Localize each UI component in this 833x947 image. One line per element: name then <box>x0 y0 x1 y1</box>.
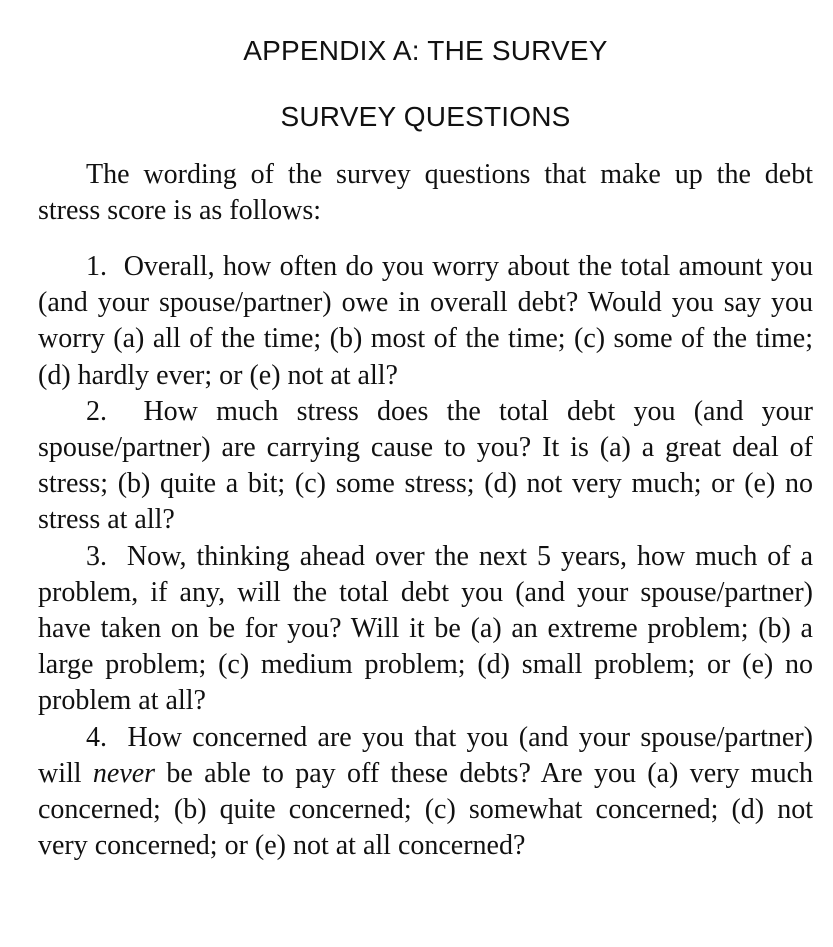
question-3: 3. Now, thinking ahead over the next 5 years, how much of a problem, if any, will the total debt you (and your spouse/partner) have taken on be for you? Will it be (a) an extreme problem; (b) a large problem; (c) medium problem; (d) small problem; or (e) no problem at all? <box>38 540 813 717</box>
question-4-text-after: be able to pay off these debts? Are you (a) very much concerned; (b) quite concerned; (c) somewhat concerned; (d) not very concerned; or (e) not at all concerned? <box>38 757 813 862</box>
question-1: 1. Overall, how often do you worry about the total amount you (and your spouse/partner) owe in overall debt? Would you say you worry (a) all of the time; (b) most of the time; (c) some of the time; (d) hardly ever; or (e) not at all? <box>38 251 813 391</box>
appendix-title: APPENDIX A: THE SURVEY <box>243 35 608 66</box>
document-page <box>38 30 813 864</box>
intro-paragraph: The wording of the survey questions that make up the debt stress score is as follows: <box>38 159 813 226</box>
question-2: 2. How much stress does the total debt you (and your spouse/partner) are carrying cause to you? It is (a) a great deal of stress; (b) quite a bit; (c) some stress; (d) not very much; or (e) no stress at all? <box>38 395 813 536</box>
question-4-text-before: 4. How concerned are you that you (and your spouse/partner) will <box>38 721 813 789</box>
question-list <box>38 249 813 864</box>
question-4 <box>38 720 813 865</box>
section-title: SURVEY QUESTIONS <box>280 101 571 132</box>
question-4-emphasis: never <box>92 757 156 789</box>
